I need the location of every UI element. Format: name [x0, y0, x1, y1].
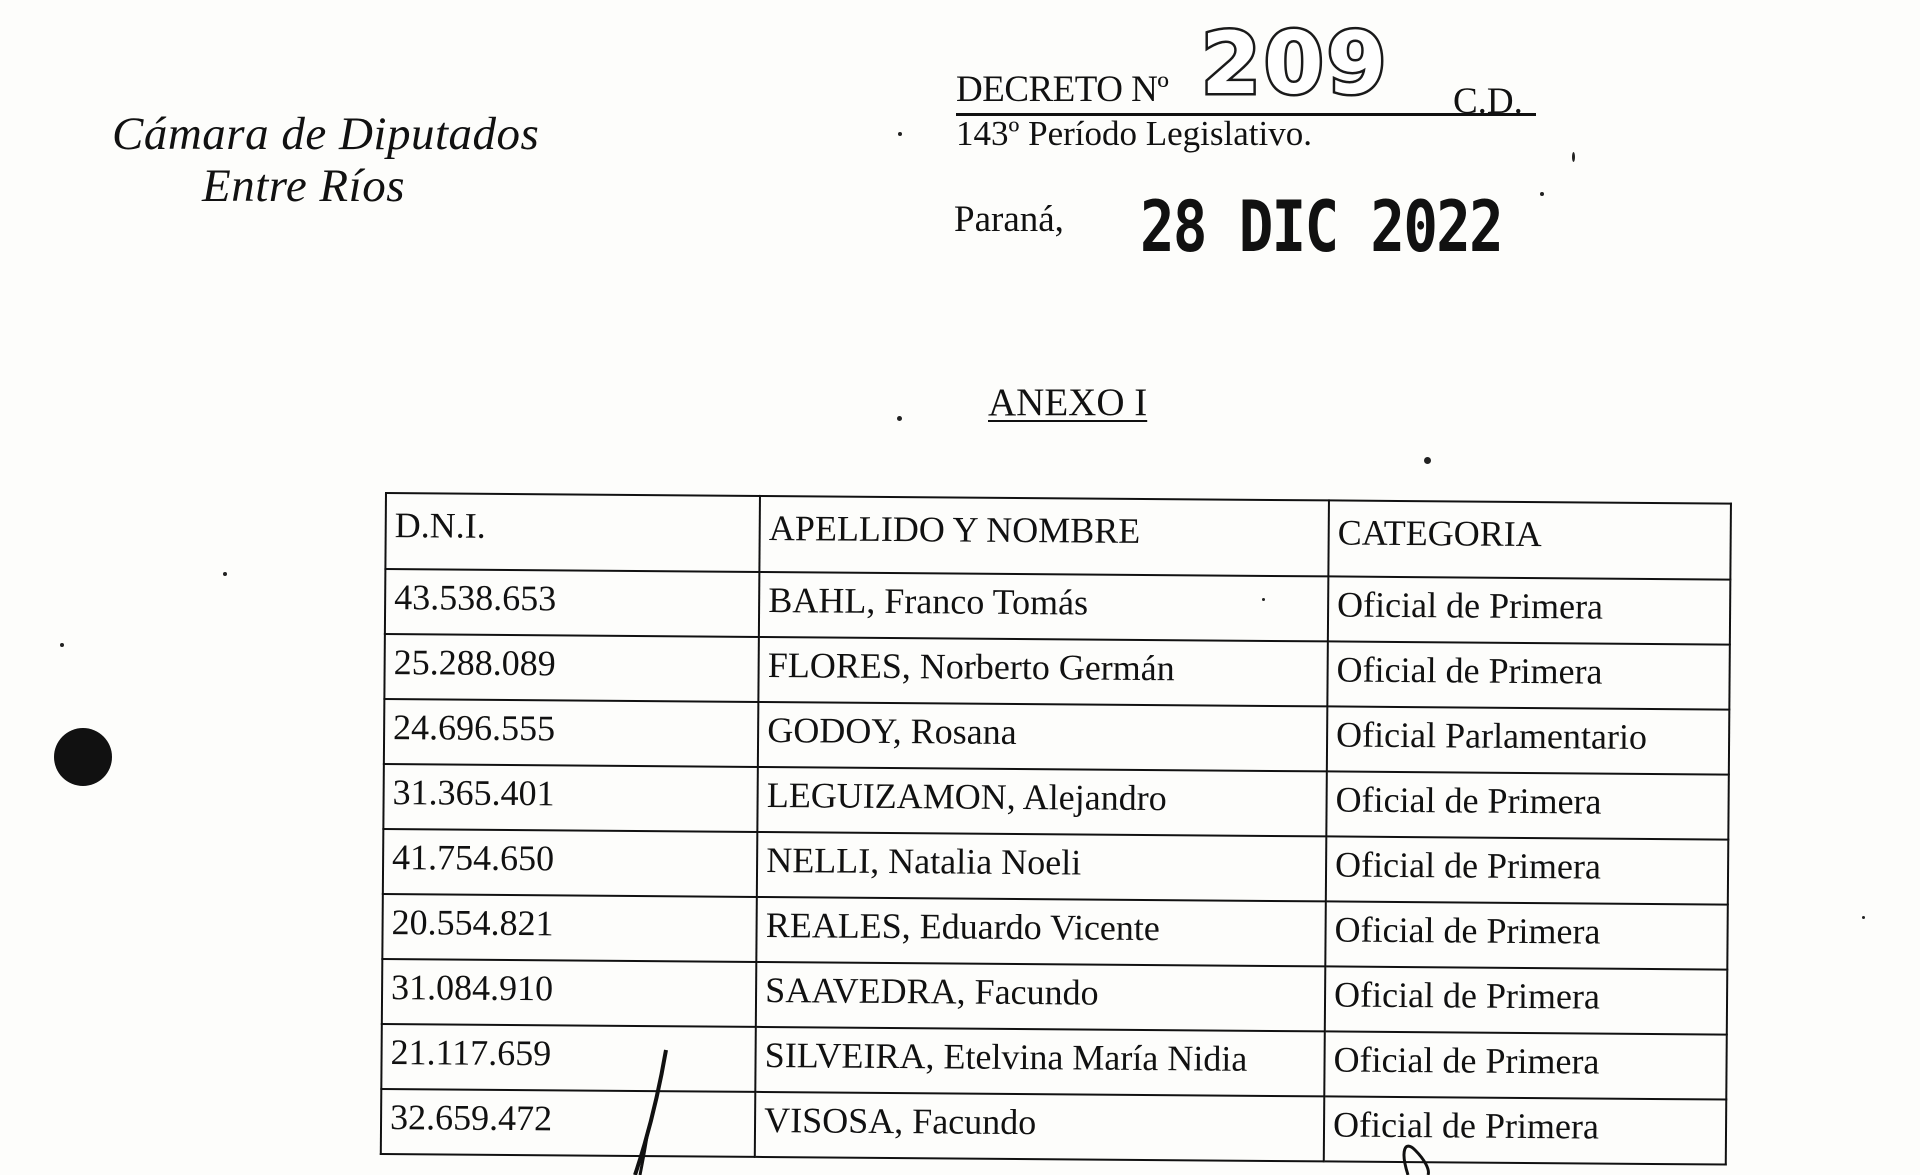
- scan-speck: [898, 132, 902, 136]
- cell-name: SAAVEDRA, Facundo: [756, 962, 1325, 1031]
- cell-category: Oficial de Primera: [1327, 641, 1730, 709]
- cell-dni: 24.696.555: [384, 699, 759, 767]
- cell-dni: 32.659.472: [381, 1089, 756, 1157]
- scan-speck: [897, 416, 902, 421]
- column-header-name: APELLIDO Y NOMBRE: [760, 496, 1329, 576]
- annex-title: ANEXO I: [988, 381, 1148, 424]
- table-row: [382, 894, 1727, 970]
- cell-dni: 25.288.089: [384, 634, 759, 702]
- date-stamp: 28 DIC 2022: [1140, 186, 1503, 268]
- place-label: Paraná,: [954, 199, 1064, 240]
- cell-dni: 41.754.650: [383, 829, 758, 897]
- cell-category: Oficial de Primera: [1326, 771, 1729, 839]
- cell-dni: 20.554.821: [382, 894, 757, 962]
- table-row: [384, 699, 1729, 775]
- cell-name: VISOSA, Facundo: [755, 1092, 1324, 1161]
- table-row: [385, 569, 1730, 645]
- punch-hole-mark: [54, 728, 112, 786]
- decree-number-stamp: 209: [1201, 14, 1390, 114]
- cell-category: Oficial de Primera: [1325, 966, 1728, 1034]
- cell-category: Oficial de Primera: [1324, 1031, 1727, 1099]
- cell-dni: 21.117.659: [381, 1024, 756, 1092]
- table-row: [383, 764, 1728, 840]
- cell-name: LEGUIZAMON, Alejandro: [758, 767, 1327, 836]
- scan-speck: [1862, 916, 1865, 919]
- decree-header: [956, 14, 1536, 122]
- decree-suffix: C.D.: [1453, 81, 1523, 122]
- cell-category: Oficial de Primera: [1324, 1096, 1727, 1164]
- cell-dni: 31.084.910: [382, 959, 757, 1027]
- table-row: [382, 959, 1727, 1035]
- table-row: [384, 634, 1729, 710]
- decree-label: DECRETO Nº: [956, 69, 1169, 110]
- cell-category: Oficial de Primera: [1328, 576, 1731, 644]
- scan-speck: [1572, 152, 1575, 162]
- chamber-name: [112, 108, 539, 212]
- cell-name: FLORES, Norberto Germán: [759, 637, 1328, 706]
- column-header-dni: D.N.I.: [385, 493, 760, 572]
- column-header-category: CATEGORIA: [1328, 500, 1731, 579]
- cell-name: NELLI, Natalia Noeli: [757, 832, 1326, 901]
- scan-speck: [223, 572, 227, 576]
- cell-name: BAHL, Franco Tomás: [759, 572, 1328, 641]
- cell-name: GODOY, Rosana: [758, 702, 1327, 771]
- scan-speck: [60, 643, 64, 647]
- scan-speck: [1540, 192, 1544, 196]
- scan-speck: [1424, 457, 1431, 464]
- cell-category: Oficial de Primera: [1326, 836, 1729, 904]
- chamber-name-line1: Cámara de Diputados: [112, 108, 540, 160]
- cell-name: SILVEIRA, Etelvina María Nidia: [755, 1027, 1324, 1096]
- scan-speck: [1262, 598, 1265, 601]
- cell-dni: 43.538.653: [385, 569, 760, 637]
- cell-category: Oficial de Primera: [1325, 901, 1728, 969]
- table-header-row: [385, 493, 1731, 580]
- table-row: [383, 829, 1728, 905]
- cell-category: Oficial Parlamentario: [1327, 706, 1730, 774]
- legislative-period: 143º Período Legislativo.: [956, 114, 1312, 153]
- cell-name: REALES, Eduardo Vicente: [756, 897, 1325, 966]
- chamber-name-line2: Entre Ríos: [202, 160, 405, 212]
- signature-marks: [600, 1040, 1500, 1175]
- cell-dni: 31.365.401: [383, 764, 758, 832]
